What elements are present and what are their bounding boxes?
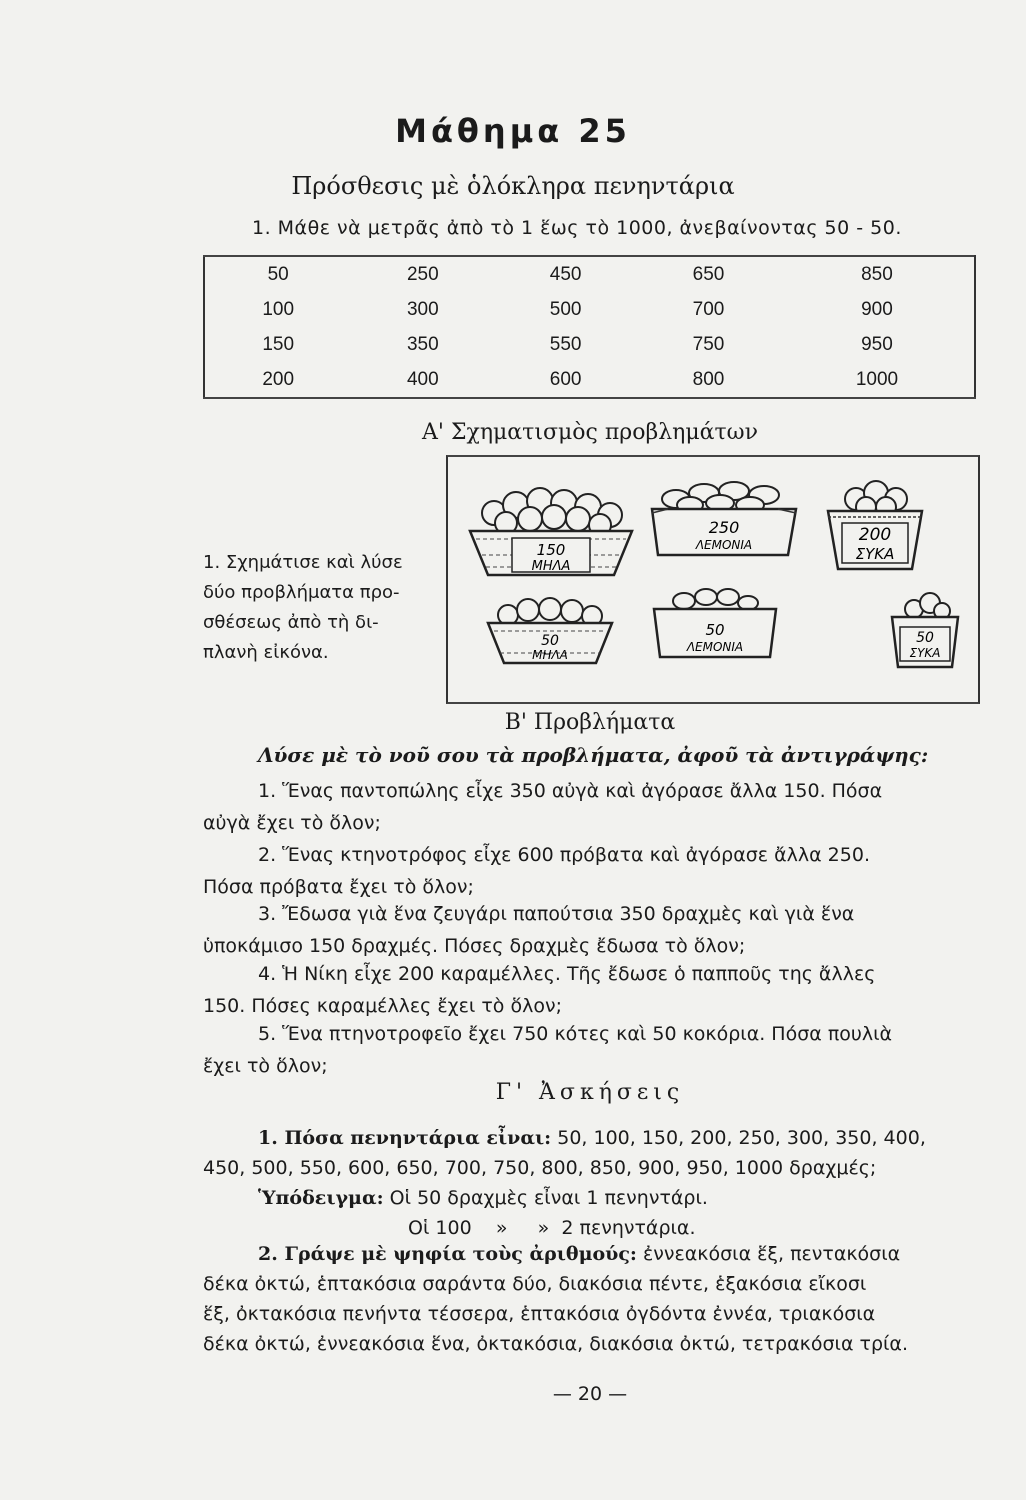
basket-label-number: 250 [708,518,740,537]
basket-label-fruit: ΜΗΛΑ [531,559,571,574]
exercise-1 [203,1123,993,1243]
exercise-line: ἕξ, ὀκτακόσια πενήντα τέσσερα, ἑπτακόσια ὀγδόντα ἐννέα, τριακόσια [203,1303,876,1325]
table-cell: 950 [861,333,893,355]
problem-3 [203,898,983,962]
lesson-title: Μάθημα 25 [395,112,631,150]
problem-2 [203,839,983,903]
section-a-heading: Α' Σχηματισμὸς προβλημάτων [422,420,758,445]
exercise-2 [203,1239,993,1359]
basket-label-number: 50 [541,633,559,649]
counting-instruction: 1. Μάθε νὰ μετρᾶς ἀπὸ τὸ 1 ἕως τὸ 1000, ἀνεβαίνοντας 50 - 50. [252,217,902,239]
problem-line: αὐγὰ ἔχει τὸ ὅλον; [203,812,381,834]
table-cell: 750 [692,333,725,355]
lesson-subtitle: Πρόσθεσις μὲ ὁλόκληρα πενηντάρια [291,172,735,200]
table-cell: 1000 [855,368,899,390]
table-cell: 200 [262,368,295,390]
exercise-line: 450, 500, 550, 600, 650, 700, 750, 800, 850, 900, 950, 1000 δραχμές; [203,1157,877,1179]
problem-5 [203,1018,983,1082]
example-line: Οἱ 100 » » 2 πενηντάρια. [408,1217,696,1239]
example-label: Ὑπόδειγμα: [258,1187,384,1209]
problem-line: 3. Ἔδωσα γιὰ ἕνα ζευγάρι παπούτσια 350 δραχμὲς καὶ γιὰ ἕνα [258,903,855,925]
problem-line: Πόσα πρόβατα ἔχει τὸ ὅλον; [203,876,474,898]
table-cell: 250 [406,263,439,285]
table-row [204,292,975,327]
section-c-heading: Γ' Ἀσκήσεις [495,1080,685,1105]
table-cell: 450 [549,263,582,285]
table-cell: 500 [549,298,582,320]
section-b-instruction: Λύσε μὲ τὸ νοῦ σου τὰ προβλήματα, ἀφοῦ τὰ ἀντιγράψης: [258,743,929,767]
problem-4 [203,958,983,1022]
table-cell: 400 [406,368,439,390]
basket-label-number: 50 [705,621,725,639]
basket-label-fruit: ΛΕΜΟΝΙΑ [686,640,744,654]
lemon-crate-250 [648,477,800,557]
basket-label-number: 200 [858,525,892,545]
basket-label-fruit: ΣΥΚΑ [855,545,895,563]
table-cell: 600 [549,368,582,390]
table-row [204,362,975,398]
example-line [203,1183,993,1213]
table-cell: 300 [406,298,439,320]
problem-line: 1. Ἕνας παντοπώλης εἶχε 350 αὐγὰ καὶ ἀγόρασε ἄλλα 150. Πόσα [258,780,883,802]
apple-basket-150 [464,475,639,580]
problem-line: 5. Ἕνα πτηνοτροφεῖο ἔχει 750 κότες καὶ 50 κοκόρια. Πόσα πουλιὰ [258,1023,893,1045]
basket-label-number: 150 [536,541,566,559]
basket-label-number: 50 [916,630,934,646]
table-cell: 150 [262,333,295,355]
page-number: — 20 — [552,1383,628,1405]
question-line: σθέσεως ἀπὸ τὴ δι- [203,612,379,633]
problem-line: 2. Ἕνας κτηνοτρόφος εἶχε 600 πρόβατα καὶ ἀγόρασε ἄλλα 250. [258,844,870,866]
table-row [204,256,975,292]
fruit-baskets-illustration [446,455,980,704]
table-cell: 100 [262,298,295,320]
table-cell: 900 [861,298,893,320]
basket-label-fruit: ΜΗΛΑ [532,648,568,662]
problem-line: ὑποκάμισο 150 δραχμές. Πόσες δραχμὲς ἔδωσα τὸ ὅλον; [203,935,746,957]
question-line: 1. Σχημάτισε καὶ λύσε [203,552,403,573]
exercise-line [203,1123,993,1153]
exercise-line: δέκα ὀκτώ, ἐννεακόσια ἕνα, ὀκτακόσια, διακόσια ὀκτώ, τετρακόσια τρία. [203,1333,908,1355]
section-b-heading: Β' Προβλήματα [504,710,676,735]
problem-line: 4. Ἡ Νίκη εἶχε 200 καραμέλλες. Τῆς ἔδωσε ὁ παπποῦς της ἄλλες [258,963,876,985]
table-cell: 700 [692,298,725,320]
table-cell: 800 [692,368,725,390]
problem-line: 150. Πόσες καραμέλλες ἔχει τὸ ὅλον; [203,995,562,1017]
exercise-text: 50, 100, 150, 200, 250, 300, 350, 400, [557,1127,926,1149]
question-line: δύο προβλήματα προ- [203,582,400,603]
lemon-crate-50 [650,581,780,661]
table-cell: 850 [861,263,893,285]
section-a-question [203,548,448,668]
fig-bucket-50 [886,589,962,669]
example-text: Οἱ 50 δραχμὲς εἶναι 1 πενηντάρι. [389,1187,708,1209]
problem-line: ἔχει τὸ ὅλον; [203,1055,328,1077]
question-line: πλανὴ εἰκόνα. [203,642,329,663]
basket-label-fruit: ΛΕΜΟΝΙΑ [695,538,753,552]
exercise-label: 2. Γράψε μὲ ψηφία τοὺς ἀριθμούς: [258,1243,637,1265]
table-cell: 50 [267,263,289,285]
table-cell: 550 [549,333,582,355]
table-cell: 350 [406,333,439,355]
exercise-label: 1. Πόσα πενηντάρια εἶναι: [258,1127,552,1149]
exercise-line: δέκα ὀκτώ, ἑπτακόσια σαράντα δύο, διακόσια πέντε, ἑξακόσια εἴκοσι [203,1273,867,1295]
table-row [204,327,975,362]
counts-table [203,255,976,399]
fig-bucket-200 [820,471,930,571]
table-cell: 650 [692,263,725,285]
exercise-line [203,1239,993,1269]
basket-label-fruit: ΣΥΚΑ [909,646,941,660]
apple-basket-50 [482,597,617,667]
problem-1 [203,775,983,839]
exercise-text: ἐννεακόσια ἕξ, πεντακόσια [642,1243,901,1265]
